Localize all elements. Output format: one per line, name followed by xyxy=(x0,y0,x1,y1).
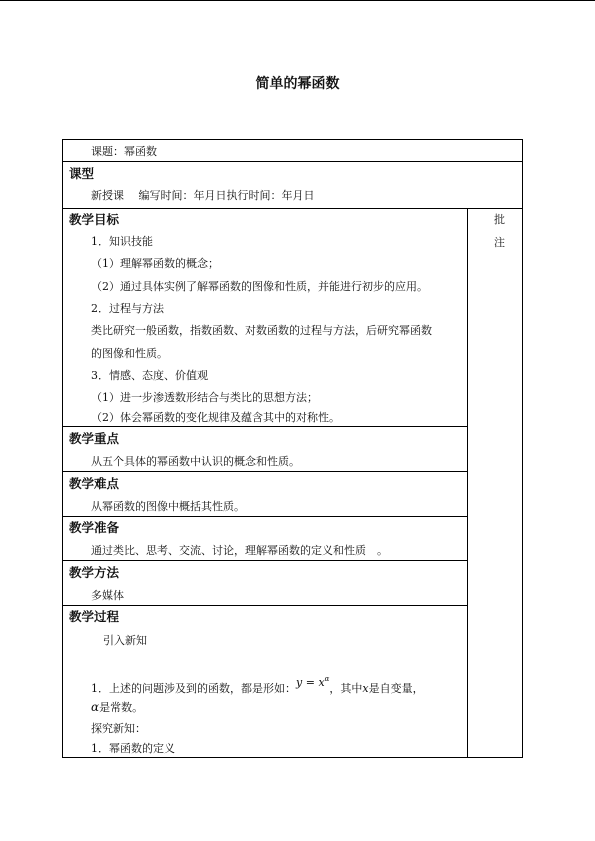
type-line: 新授课 编写时间：年月日执行时间：年月日 xyxy=(91,189,315,202)
objective-line: 的图像和性质。 xyxy=(91,347,168,360)
difficulties-line: 从幂函数的图像中概括其性质。 xyxy=(91,500,245,513)
objective-line: 2．过程与方法 xyxy=(91,302,164,315)
process-definition: 1．幂函数的定义 xyxy=(91,742,175,755)
formula-y: y xyxy=(296,676,303,689)
section-heading-difficulties: 教学难点 xyxy=(69,476,120,491)
preparation-line: 通过类比、思考、交流、讨论，理解幂函数的定义和性质 。 xyxy=(91,544,388,557)
section-heading-method: 教学方法 xyxy=(69,565,120,580)
annotation-char-1: 批 xyxy=(494,213,505,226)
annotation-column-divider xyxy=(467,208,468,757)
objective-line: 类比研究一般函数，指数函数、对数函数的过程与方法，后研究幂函数 xyxy=(91,324,432,337)
section-heading-type: 课型 xyxy=(69,166,95,181)
topic-label: 课题：幂函数 xyxy=(91,145,157,158)
row-divider xyxy=(63,560,467,561)
row-divider xyxy=(63,208,522,209)
objective-line: （1）进一步渗透数形结合与类比的思想方法； xyxy=(91,391,318,404)
process-intro: 引入新知 xyxy=(103,634,147,647)
row-divider xyxy=(63,426,467,427)
objective-line: 1．知识技能 xyxy=(91,235,153,248)
formula-equals: = xyxy=(302,676,319,689)
section-heading-preparation: 教学准备 xyxy=(69,520,120,535)
page-top-rule xyxy=(0,0,595,1)
objective-line: （2）通过具体实例了解幂函数的图像和性质，并能进行初步的应用。 xyxy=(91,280,428,293)
process-item-1-tail: 是自变量， xyxy=(368,682,424,695)
formula-x: x xyxy=(318,676,325,689)
process-item-1-lead: 1．上述的问题涉及到的函数，都是形如： xyxy=(91,682,296,695)
variable-alpha: α xyxy=(91,700,100,714)
process-item-1 xyxy=(91,677,424,697)
lesson-plan-table xyxy=(62,139,523,758)
section-heading-key-points: 教学重点 xyxy=(69,431,120,446)
formula-exponent: α xyxy=(324,675,330,683)
row-divider xyxy=(63,516,467,517)
objective-line: （1）理解幂函数的概念； xyxy=(91,257,219,270)
objective-line: 3．情感、态度、价值观 xyxy=(91,369,208,382)
variable-x: x xyxy=(362,682,369,695)
process-item-1-continued xyxy=(91,699,143,716)
section-heading-process: 教学过程 xyxy=(69,609,120,624)
objective-line: （2）体会幂函数的变化规律及蕴含其中的对称性。 xyxy=(91,411,340,424)
method-line: 多媒体 xyxy=(91,589,124,602)
annotation-char-2: 注 xyxy=(494,236,505,249)
row-divider xyxy=(63,605,467,606)
process-explore: 探究新知： xyxy=(91,722,146,735)
process-item-1-mid: ，其中 xyxy=(329,682,363,695)
row-divider xyxy=(63,161,522,162)
key-points-line: 从五个具体的幂函数中认识的概念和性质。 xyxy=(91,455,300,468)
document-title: 简单的幂函数 xyxy=(255,76,340,92)
process-item-1-cont-text: 是常数。 xyxy=(99,701,144,714)
section-heading-objectives: 教学目标 xyxy=(69,212,120,227)
row-divider xyxy=(63,471,467,472)
formula-power-function xyxy=(296,676,329,689)
